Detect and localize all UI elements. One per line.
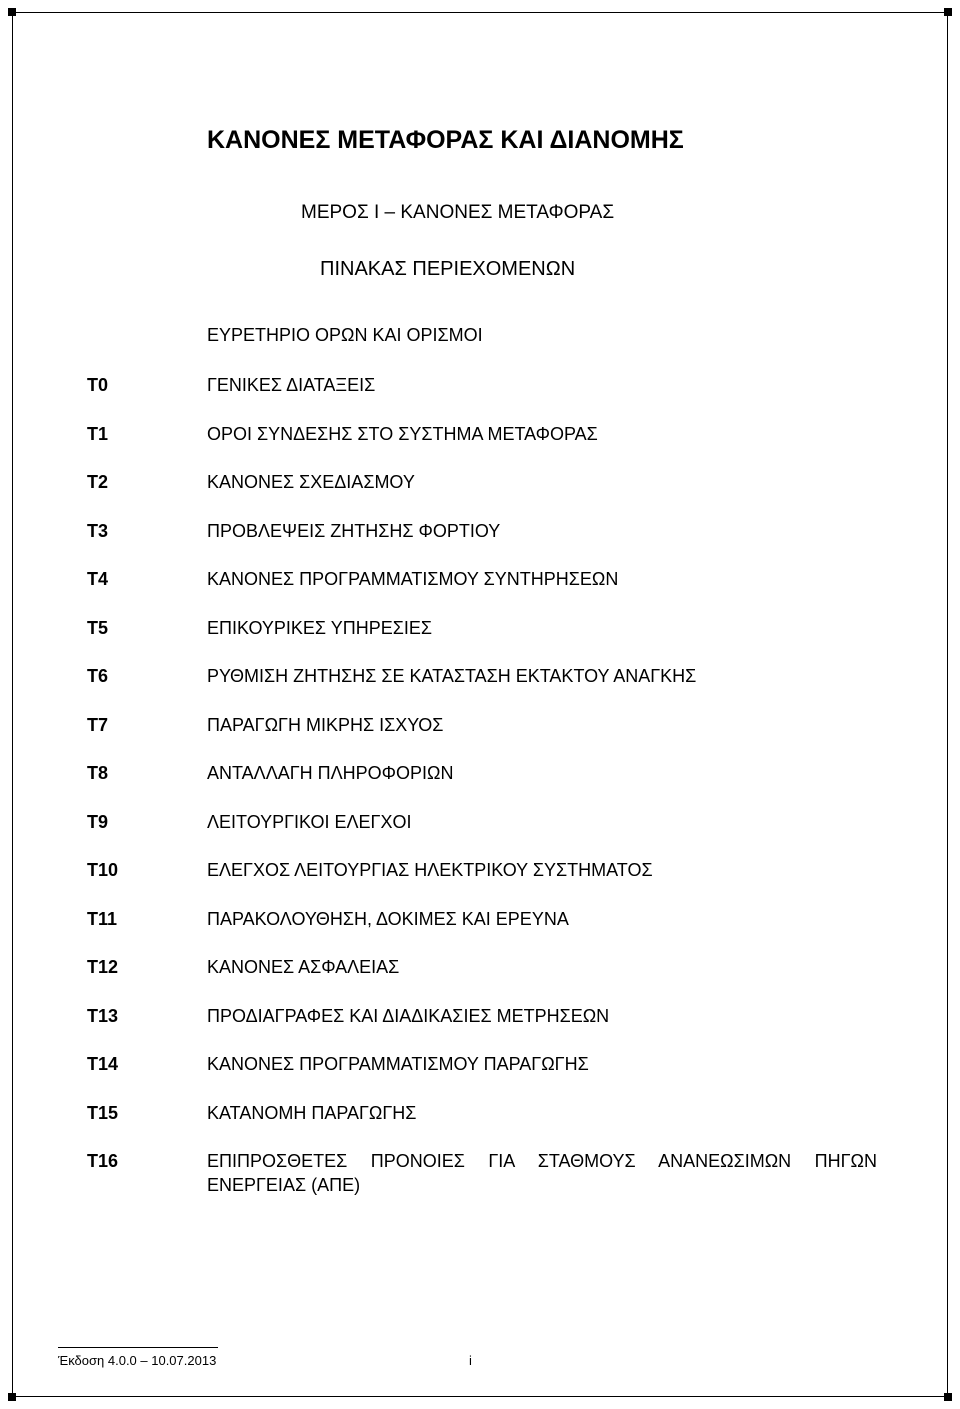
- toc-list: [87, 373, 877, 1198]
- toc-row[interactable]: [87, 858, 877, 907]
- toc-row[interactable]: [87, 1004, 877, 1053]
- toc-text: ΠΡΟΔΙΑΓΡΑΦΕΣ ΚΑΙ ΔΙΑΔΙΚΑΣΙΕΣ ΜΕΤΡΗΣΕΩΝ: [207, 1005, 610, 1026]
- corner-mark-top-right: [944, 8, 952, 16]
- toc-heading: ΠΙΝΑΚΑΣ ΠΕΡΙΕΧΟΜΕΝΩΝ: [320, 258, 576, 280]
- toc-row[interactable]: [87, 1149, 877, 1198]
- toc-row[interactable]: [87, 1101, 877, 1150]
- toc-code: T14: [87, 1054, 119, 1074]
- document-title: ΚΑΝΟΝΕΣ ΜΕΤΑΦΟΡΑΣ ΚΑΙ ΔΙΑΝΟΜΗΣ: [207, 126, 684, 154]
- toc-row[interactable]: [87, 810, 877, 859]
- toc-text: ΟΡΟΙ ΣΥΝΔΕΣΗΣ ΣΤΟ ΣΥΣΤΗΜΑ ΜΕΤΑΦΟΡΑΣ: [207, 423, 598, 444]
- toc-code: T6: [87, 666, 109, 686]
- toc-code: T15: [87, 1102, 119, 1123]
- toc-text: ΚΑΝΟΝΕΣ ΠΡΟΓΡΑΜΜΑΤΙΣΜΟΥ ΠΑΡΑΓΩΓΗΣ: [207, 1054, 589, 1074]
- toc-code: T16: [87, 1151, 119, 1171]
- toc-text: ΓΕΝΙΚΕΣ ΔΙΑΤΑΞΕΙΣ: [207, 375, 376, 395]
- toc-text: ΕΠΙΠΡΟΣΘΕΤΕΣ ΠΡΟΝΟΙΕΣ ΓΙΑ ΣΤΑΘΜΟΥΣ ΑΝΑΝΕΩΣΙΜΩΝ ΠΗΓΩΝ ΕΝΕΡΓΕΙΑΣ (ΑΠΕ): [207, 1151, 877, 1195]
- toc-row[interactable]: [87, 616, 877, 665]
- toc-text: ΛΕΙΤΟΥΡΓΙΚΟΙ ΕΛΕΓΧΟΙ: [207, 811, 412, 832]
- toc-code: T12: [87, 957, 119, 977]
- toc-code: T1: [87, 423, 109, 444]
- toc-text: ΚΑΝΟΝΕΣ ΑΣΦΑΛΕΙΑΣ: [207, 957, 400, 977]
- toc-text: ΕΛΕΓΧΟΣ ΛΕΙΤΟΥΡΓΙΑΣ ΗΛΕΚΤΡΙΚΟΥ ΣΥΣΤΗΜΑΤΟΣ: [207, 860, 653, 880]
- toc-row[interactable]: [87, 519, 877, 568]
- corner-mark-bottom-left: [8, 1393, 16, 1401]
- toc-code: T5: [87, 617, 109, 638]
- toc-code: T7: [87, 714, 109, 735]
- toc-code: T2: [87, 472, 109, 492]
- toc-row[interactable]: [87, 761, 877, 810]
- toc-code: T11: [87, 908, 118, 929]
- toc-code: T0: [87, 375, 109, 395]
- document-subtitle: ΜΕΡΟΣ Ι – ΚΑΝΟΝΕΣ ΜΕΤΑΦΟΡΑΣ: [301, 202, 615, 223]
- toc-intro-entry[interactable]: ΕΥΡΕΤΗΡΙΟ ΟΡΩΝ ΚΑΙ ΟΡΙΣΜΟΙ: [207, 325, 483, 345]
- toc-text: ΑΝΤΑΛΛΑΓΗ ΠΛΗΡΟΦΟΡΙΩΝ: [207, 763, 454, 783]
- toc-row[interactable]: [87, 422, 877, 471]
- corner-mark-bottom-right: [944, 1393, 952, 1401]
- toc-code: T8: [87, 763, 109, 783]
- toc-text: ΚΑΤΑΝΟΜΗ ΠΑΡΑΓΩΓΗΣ: [207, 1102, 417, 1123]
- toc-text: ΠΡΟΒΛΕΨΕΙΣ ΖΗΤΗΣΗΣ ΦΟΡΤΙΟΥ: [207, 520, 501, 541]
- toc-text: ΚΑΝΟΝΕΣ ΠΡΟΓΡΑΜΜΑΤΙΣΜΟΥ ΣΥΝΤΗΡΗΣΕΩΝ: [207, 569, 619, 589]
- toc-row[interactable]: [87, 1052, 877, 1101]
- toc-row[interactable]: [87, 713, 877, 762]
- footer-divider: [58, 1347, 218, 1348]
- footer-version: Έκδοση 4.0.0 – 10.07.2013: [58, 1353, 217, 1368]
- toc-row[interactable]: [87, 664, 877, 713]
- toc-text: ΠΑΡΑΚΟΛΟΥΘΗΣΗ, ΔΟΚΙΜΕΣ ΚΑΙ ΕΡΕΥΝΑ: [207, 908, 569, 929]
- toc-code: T9: [87, 811, 109, 832]
- toc-text: ΚΑΝΟΝΕΣ ΣΧΕΔΙΑΣΜΟΥ: [207, 472, 415, 492]
- toc-code: T3: [87, 520, 109, 541]
- toc-row[interactable]: [87, 955, 877, 1004]
- toc-row[interactable]: [87, 373, 877, 422]
- toc-code: T10: [87, 860, 119, 880]
- corner-mark-top-left: [8, 8, 16, 16]
- toc-row[interactable]: [87, 470, 877, 519]
- toc-row[interactable]: [87, 907, 877, 956]
- toc-code: T4: [87, 569, 109, 589]
- footer-page-number: i: [469, 1353, 472, 1368]
- toc-text: ΡΥΘΜΙΣΗ ΖΗΤΗΣΗΣ ΣΕ ΚΑΤΑΣΤΑΣΗ ΕΚΤΑΚΤΟΥ ΑΝΑΓΚΗΣ: [207, 666, 697, 686]
- toc-text: ΕΠΙΚΟΥΡΙΚΕΣ ΥΠΗΡΕΣΙΕΣ: [207, 617, 432, 638]
- toc-row[interactable]: [87, 567, 877, 616]
- toc-text: ΠΑΡΑΓΩΓΗ ΜΙΚΡΗΣ ΙΣΧΥΟΣ: [207, 714, 444, 735]
- toc-code: T13: [87, 1005, 119, 1026]
